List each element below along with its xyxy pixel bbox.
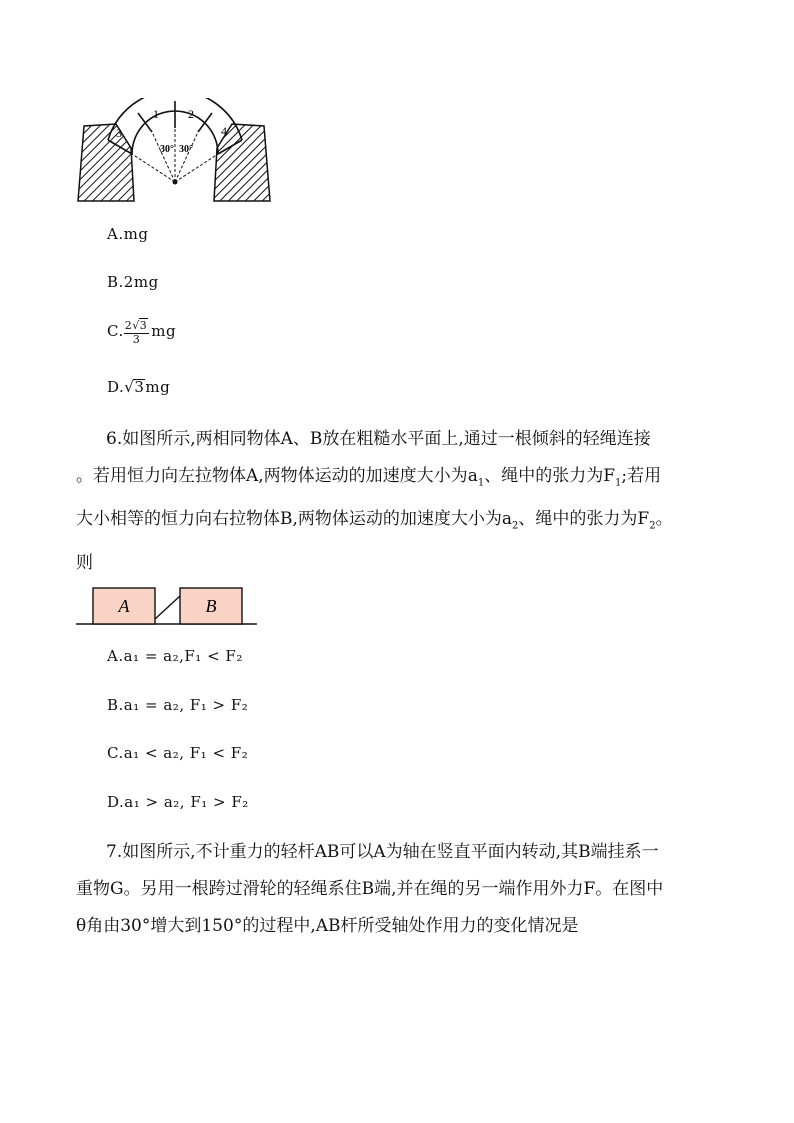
blocks-figure xyxy=(76,584,258,628)
q6-option-c[interactable]: C.a₁ < a₂, F₁ < F₂ xyxy=(107,744,249,762)
q6-stem: 6.如图所示,两相同物体A、B放在粗糙水平面上,通过一根倾斜的轻绳连接 。若用恒力向左拉物体A,两物体运动的加速度大小为$a_1$、绳中的张力为$F_1$;若用 大小相等的恒力向右拉物体B,两物体运动的加速度大小为$a_2$、绳中的张力为$F_2$。 则 xyxy=(76,429,673,573)
left-support xyxy=(78,124,134,201)
rope xyxy=(155,596,180,619)
q6-option-a[interactable]: A.a₁ = a₂,F₁ < F₂ xyxy=(107,647,243,665)
arch-center-point xyxy=(173,180,178,185)
q5-option-b[interactable]: B.2mg xyxy=(107,273,159,291)
q7-line-3: θ角由30°增大到150°的过程中,AB杆所受轴处作用力的变化情况是 xyxy=(76,916,579,936)
q5-option-d[interactable]: D.√3mg xyxy=(107,378,171,396)
q6-number: 6. xyxy=(106,429,123,449)
fraction: $\frac{2√3}{3}$ xyxy=(124,319,148,346)
q7-line-1: 7.如图所示,不计重力的轻杆AB可以A为轴在竖直平面内转动,其B端挂系一 xyxy=(106,842,659,862)
q5-option-a[interactable]: A.mg xyxy=(107,225,149,243)
q6-option-b[interactable]: B.a₁ = a₂, F₁ > F₂ xyxy=(107,696,249,714)
q7-line-2: 重物G。另用一根跨过滑轮的轻绳系住B端,并在绳的另一端作用外力F。在图中 xyxy=(76,879,664,899)
block-a-label: A xyxy=(118,596,130,616)
angle-label-right: 30° xyxy=(179,144,193,155)
q5-option-c[interactable]: C. $\frac{2√3}{3}$ mg xyxy=(107,319,177,346)
angle-label-left: 30° xyxy=(160,144,174,155)
block-label-4: 4 xyxy=(221,124,227,138)
arch-figure xyxy=(76,98,276,204)
block-label-1: 1 xyxy=(153,107,159,121)
block-label-3: 3 xyxy=(116,126,122,140)
block-label-2: 2 xyxy=(188,107,194,121)
q7-stem xyxy=(76,834,716,945)
q6-option-d[interactable]: D.a₁ > a₂, F₁ > F₂ xyxy=(107,793,249,811)
block-b-label: B xyxy=(205,596,217,616)
